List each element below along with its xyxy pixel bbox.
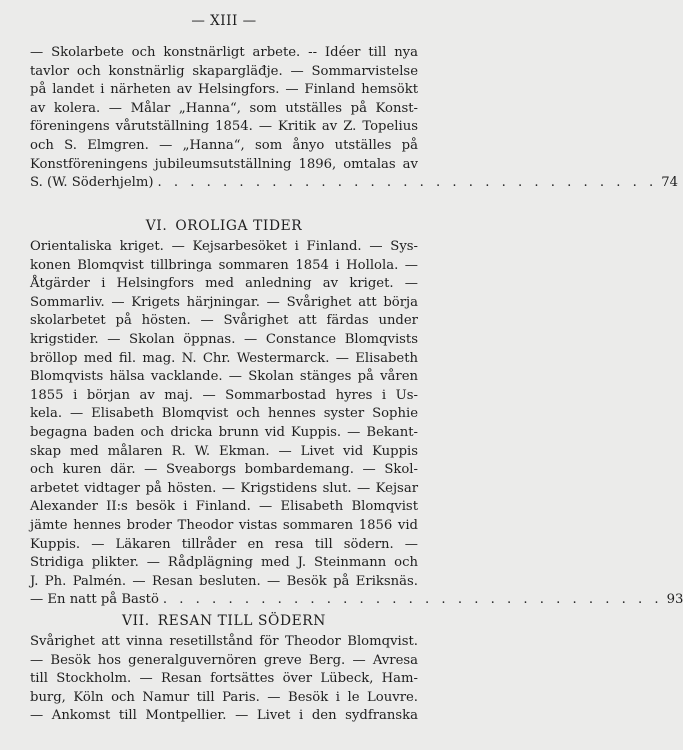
text-line: skap med målaren R. W. Ekman. — Livet vid Kuppis (30, 443, 418, 459)
text-line: föreningens vårutställning 1854. — Kritik av Z. Topelius (30, 119, 418, 135)
toc-entry-text: — En natt på Bastö (30, 592, 159, 608)
section-vii-summary (30, 633, 418, 726)
text-line: begagna baden och dricka brunn vid Kuppis. — Bekant- (30, 424, 418, 440)
text-line: och S. Elmgren. — „Hanna“, som ånyo utställes på (30, 137, 418, 153)
text-line: Konstföreningens jubileumsutställning 1896, omtalas av (30, 156, 418, 172)
text-line: arbetet vidtager på hösten. — Krigstidens slut. — Kejsar (30, 480, 418, 496)
section-vii-number: VII. (122, 613, 150, 629)
toc-entry (30, 174, 679, 193)
text-line: Kuppis. — Läkaren tillråder en resa till södern. — (30, 536, 418, 552)
toc-entry-text: S. (W. Söderhjelm) (30, 175, 154, 191)
text-line: jämte hennes broder Theodor vistas sommaren 1856 vid (30, 517, 418, 533)
section-vii-heading (30, 613, 418, 629)
page-number: — XIII — (191, 13, 257, 29)
text-line: Åtgärder i Helsingfors med anledning av kriget. — (30, 276, 418, 292)
text-line: skolarbetet på hösten. — Svårighet att färdas under (30, 313, 418, 329)
section-vi-number: VI. (145, 218, 168, 234)
dot-leader: . . . . . . . . . . . . . . . . . . . . . . . . . . . . . . . (162, 592, 663, 608)
section-vi-summary (30, 238, 683, 610)
text-line: på landet i närheten av Helsingfors. — Finland hemsökt (30, 82, 418, 98)
section-v-summary (30, 44, 679, 193)
text-line: — Besök hos generalguvernören greve Berg. — Avresa (30, 652, 418, 668)
text-line: 1855 i början av maj. — Sommarbostad hyres i Us- (30, 387, 418, 403)
dot-leader: . . . . . . . . . . . . . . . . . . . . . . . . . . . . . . . (157, 175, 658, 191)
text-line: tavlor och konstnärlig skapargläđje. — Sommarvistelse (30, 63, 418, 79)
section-vi-title: OROLIGA TIDER (175, 218, 303, 234)
text-line: kela. — Elisabeth Blomqvist och hennes syster Sophie (30, 406, 418, 422)
text-line: Svårighet att vinna resetillstånd för Theodor Blomqvist. (30, 634, 418, 649)
text-line: Alexander II:s besök i Finland. — Elisabeth Blomqvist (30, 499, 418, 515)
section-vi-heading (30, 218, 418, 234)
text-line: bröllop med fil. mag. N. Chr. Westermarck. — Elisabeth (30, 350, 418, 366)
text-line: burg, Köln och Namur till Paris. — Besök i le Louvre. (30, 689, 418, 705)
text-line: — Skolarbete och konstnärligt arbete. -- Idéer till nya (30, 45, 418, 60)
text-line: — Ankomst till Montpellier. — Livet i den sydfranska (30, 708, 418, 724)
text-line: av kolera. — Målar „Hanna“, som utställes på Konst- (30, 100, 418, 116)
text-line: J. Ph. Palmén. — Resan besluten. — Besök på Eriksnäs. (30, 573, 418, 589)
toc-entry (30, 591, 683, 610)
text-line: Blomqvists hälsa vacklande. — Skolan stänges på våren (30, 369, 418, 385)
text-line: Stridiga plikter. — Rådplägning med J. Steinmann och (30, 555, 418, 571)
text-line: Sommarliv. — Krigets härjningar. — Svårighet att börja (30, 294, 418, 310)
text-line: och kuren där. — Sveaborgs bombardemang. — Skol- (30, 462, 418, 478)
toc-page-number: 93 (666, 592, 683, 608)
text-line: konen Blomqvist tillbringa sommaren 1854 i Hollola. — (30, 257, 418, 273)
section-vii-title: RESAN TILL SÖDERN (157, 613, 326, 629)
text-line: krigstider. — Skolan öppnas. — Constance Blomqvists (30, 331, 418, 347)
text-line: Orientaliska kriget. — Kejsarbesöket i Finland. — Sys- (30, 239, 418, 254)
text-line: till Stockholm. — Resan fortsättes över Lübeck, Ham- (30, 671, 418, 687)
toc-page-number: 74 (661, 175, 679, 191)
